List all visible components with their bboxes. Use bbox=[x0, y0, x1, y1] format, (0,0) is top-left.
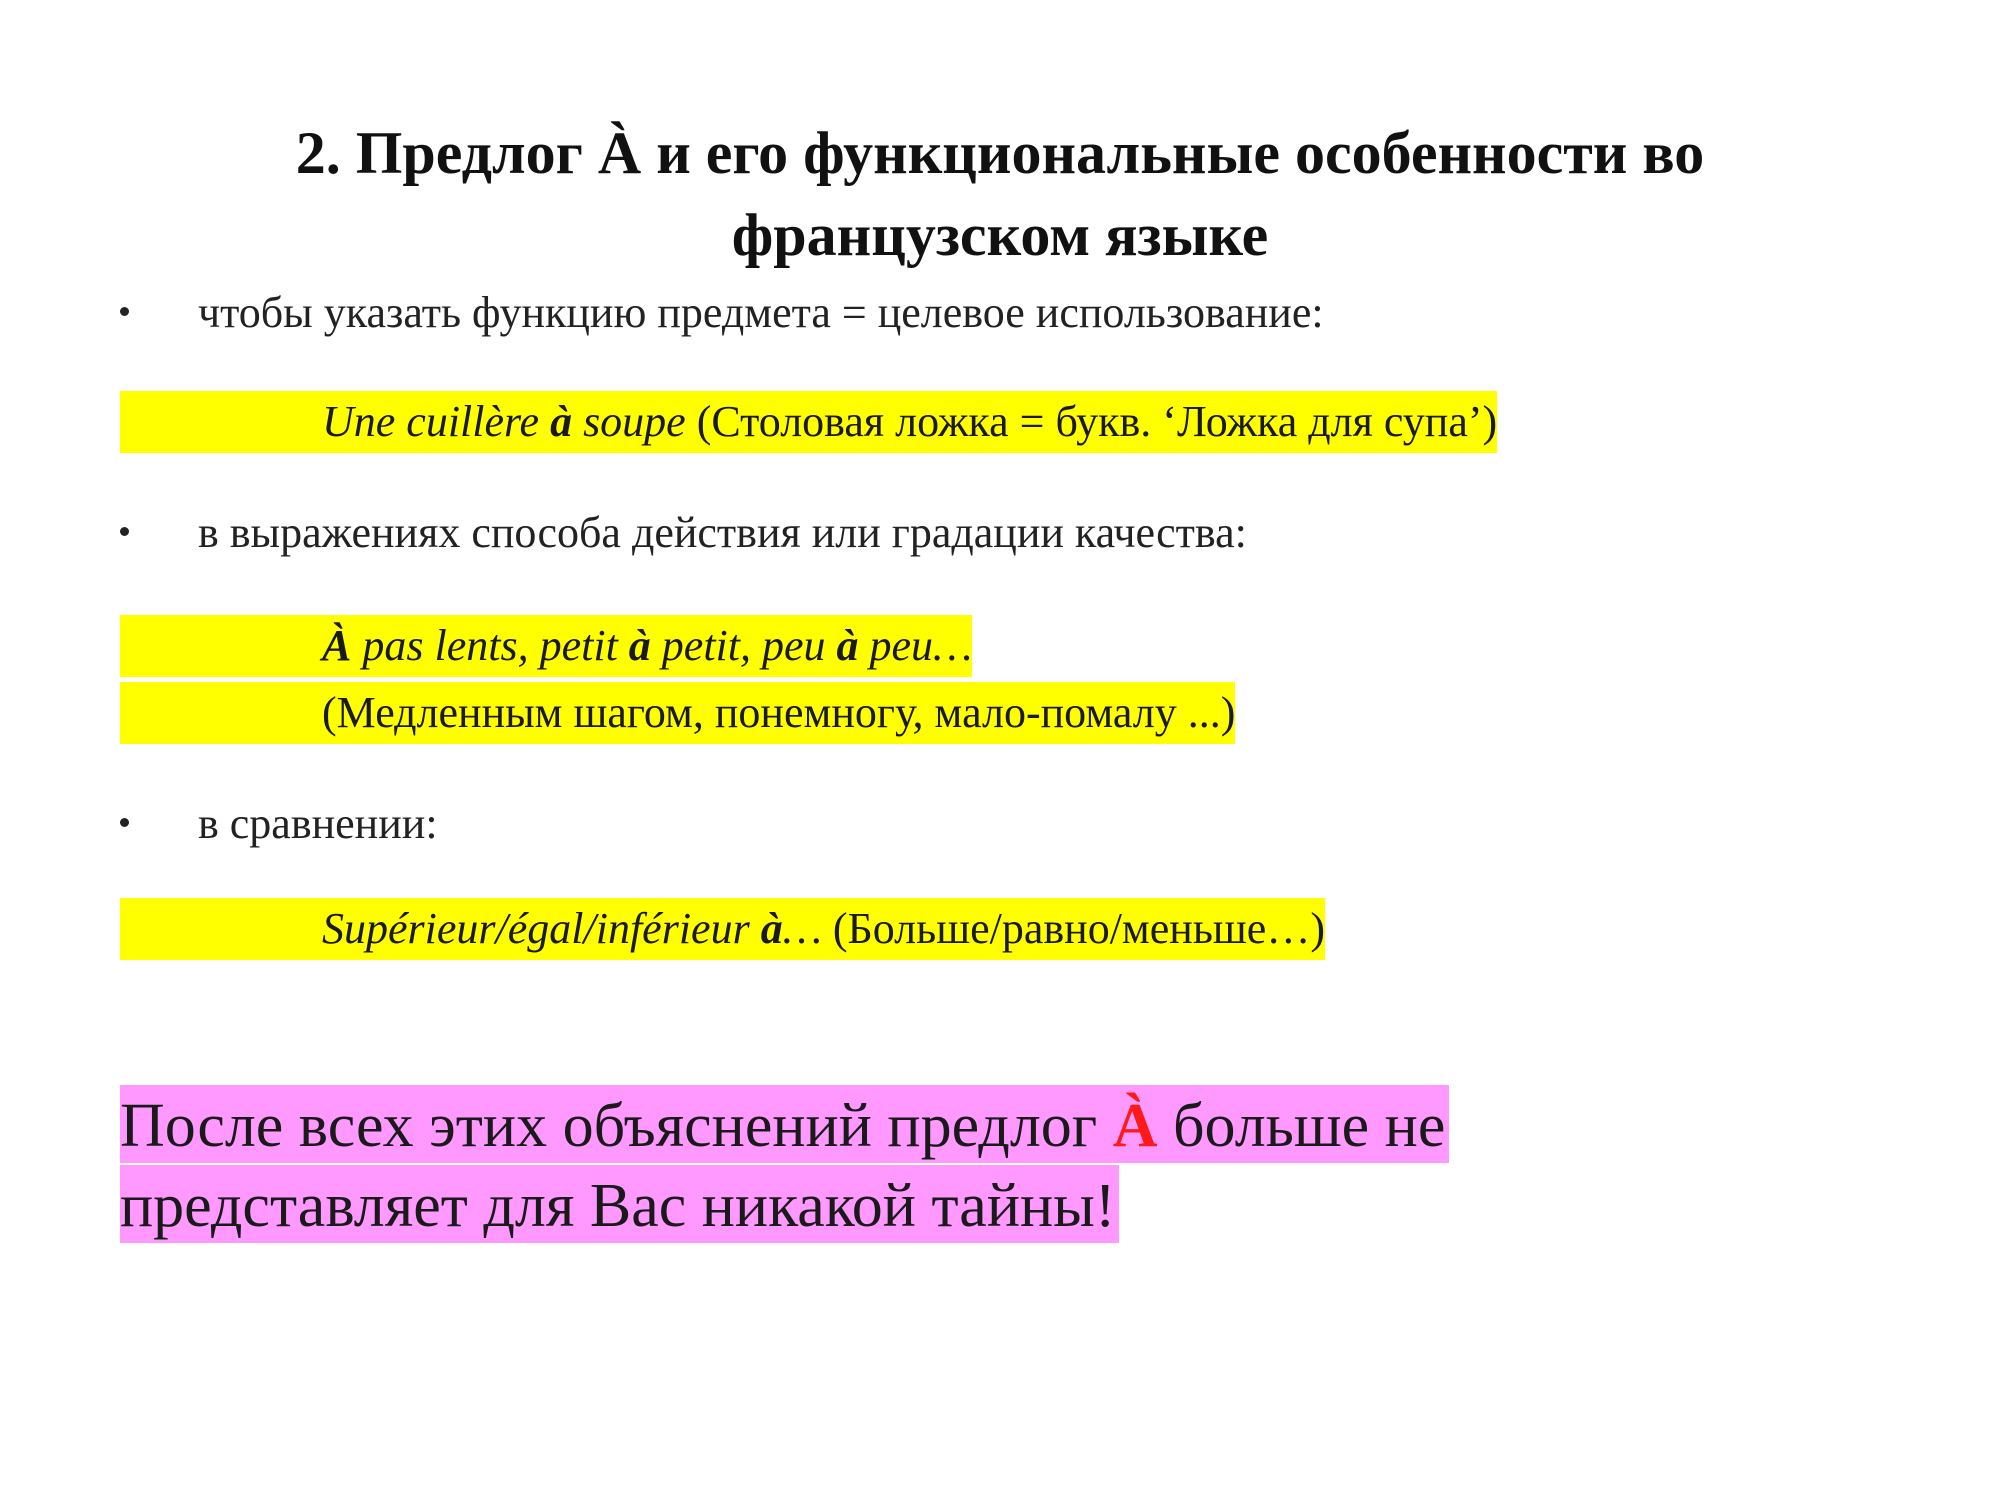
example-highlight-2-ru bbox=[120, 682, 1235, 744]
example-fr-text: Supérieur/égal/inférieur bbox=[322, 904, 750, 953]
preposition-a: à bbox=[760, 904, 783, 953]
bullet-text: чтобы указать функцию предмета = целевое использование: bbox=[198, 288, 1324, 337]
conclusion-text: больше не bbox=[1172, 1092, 1446, 1160]
bullet-item-manner bbox=[120, 505, 1880, 561]
preposition-a: à bbox=[836, 621, 859, 670]
example-fr-text: soupe bbox=[583, 397, 686, 446]
example-fr-text: petit, peu bbox=[661, 621, 826, 670]
bullet-text: в выражениях способа действия или градации качества: bbox=[198, 508, 1247, 557]
conclusion-text: представляет для Вас никакой тайны! bbox=[120, 1172, 1116, 1240]
example-fr-text: Une cuillère bbox=[322, 397, 540, 446]
bullet-item-function bbox=[120, 285, 1880, 341]
bullet-dot-icon bbox=[120, 527, 129, 536]
example-ru-translation: (Медленным шагом, понемногу, мало-помалу ...) bbox=[322, 688, 1236, 737]
example-fr-text: pas lents, petit bbox=[362, 621, 618, 670]
example-highlight-2-fr bbox=[120, 615, 972, 677]
conclusion-accent-letter: À bbox=[1112, 1092, 1158, 1160]
example-ru-translation: (Столовая ложка = букв. ‘Ложка для супа’) bbox=[696, 397, 1498, 446]
bullet-text: в сравнении: bbox=[198, 799, 438, 848]
example-fr-text: peu… bbox=[869, 621, 973, 670]
preposition-a: à bbox=[628, 621, 651, 670]
example-ru-translation: (Больше/равно/меньше…) bbox=[832, 904, 1325, 953]
example-highlight-3 bbox=[120, 898, 1325, 960]
bullet-dot-icon bbox=[120, 818, 129, 827]
title-line-1: 2. Предлог À и его функциональные особенности во bbox=[295, 120, 1705, 186]
bullet-item-comparison bbox=[120, 796, 1880, 852]
conclusion-line-1 bbox=[120, 1085, 1449, 1163]
conclusion-line-2 bbox=[120, 1165, 1119, 1243]
preposition-a: à bbox=[550, 397, 573, 446]
preposition-a: À bbox=[322, 621, 352, 670]
example-highlight-1 bbox=[120, 391, 1497, 453]
slide-title bbox=[120, 112, 1880, 276]
bullet-dot-icon bbox=[120, 307, 129, 316]
example-fr-text: … bbox=[782, 904, 822, 953]
title-line-2: французском языке bbox=[731, 202, 1269, 268]
conclusion-text: После всех этих объяснений предлог bbox=[120, 1092, 1098, 1160]
